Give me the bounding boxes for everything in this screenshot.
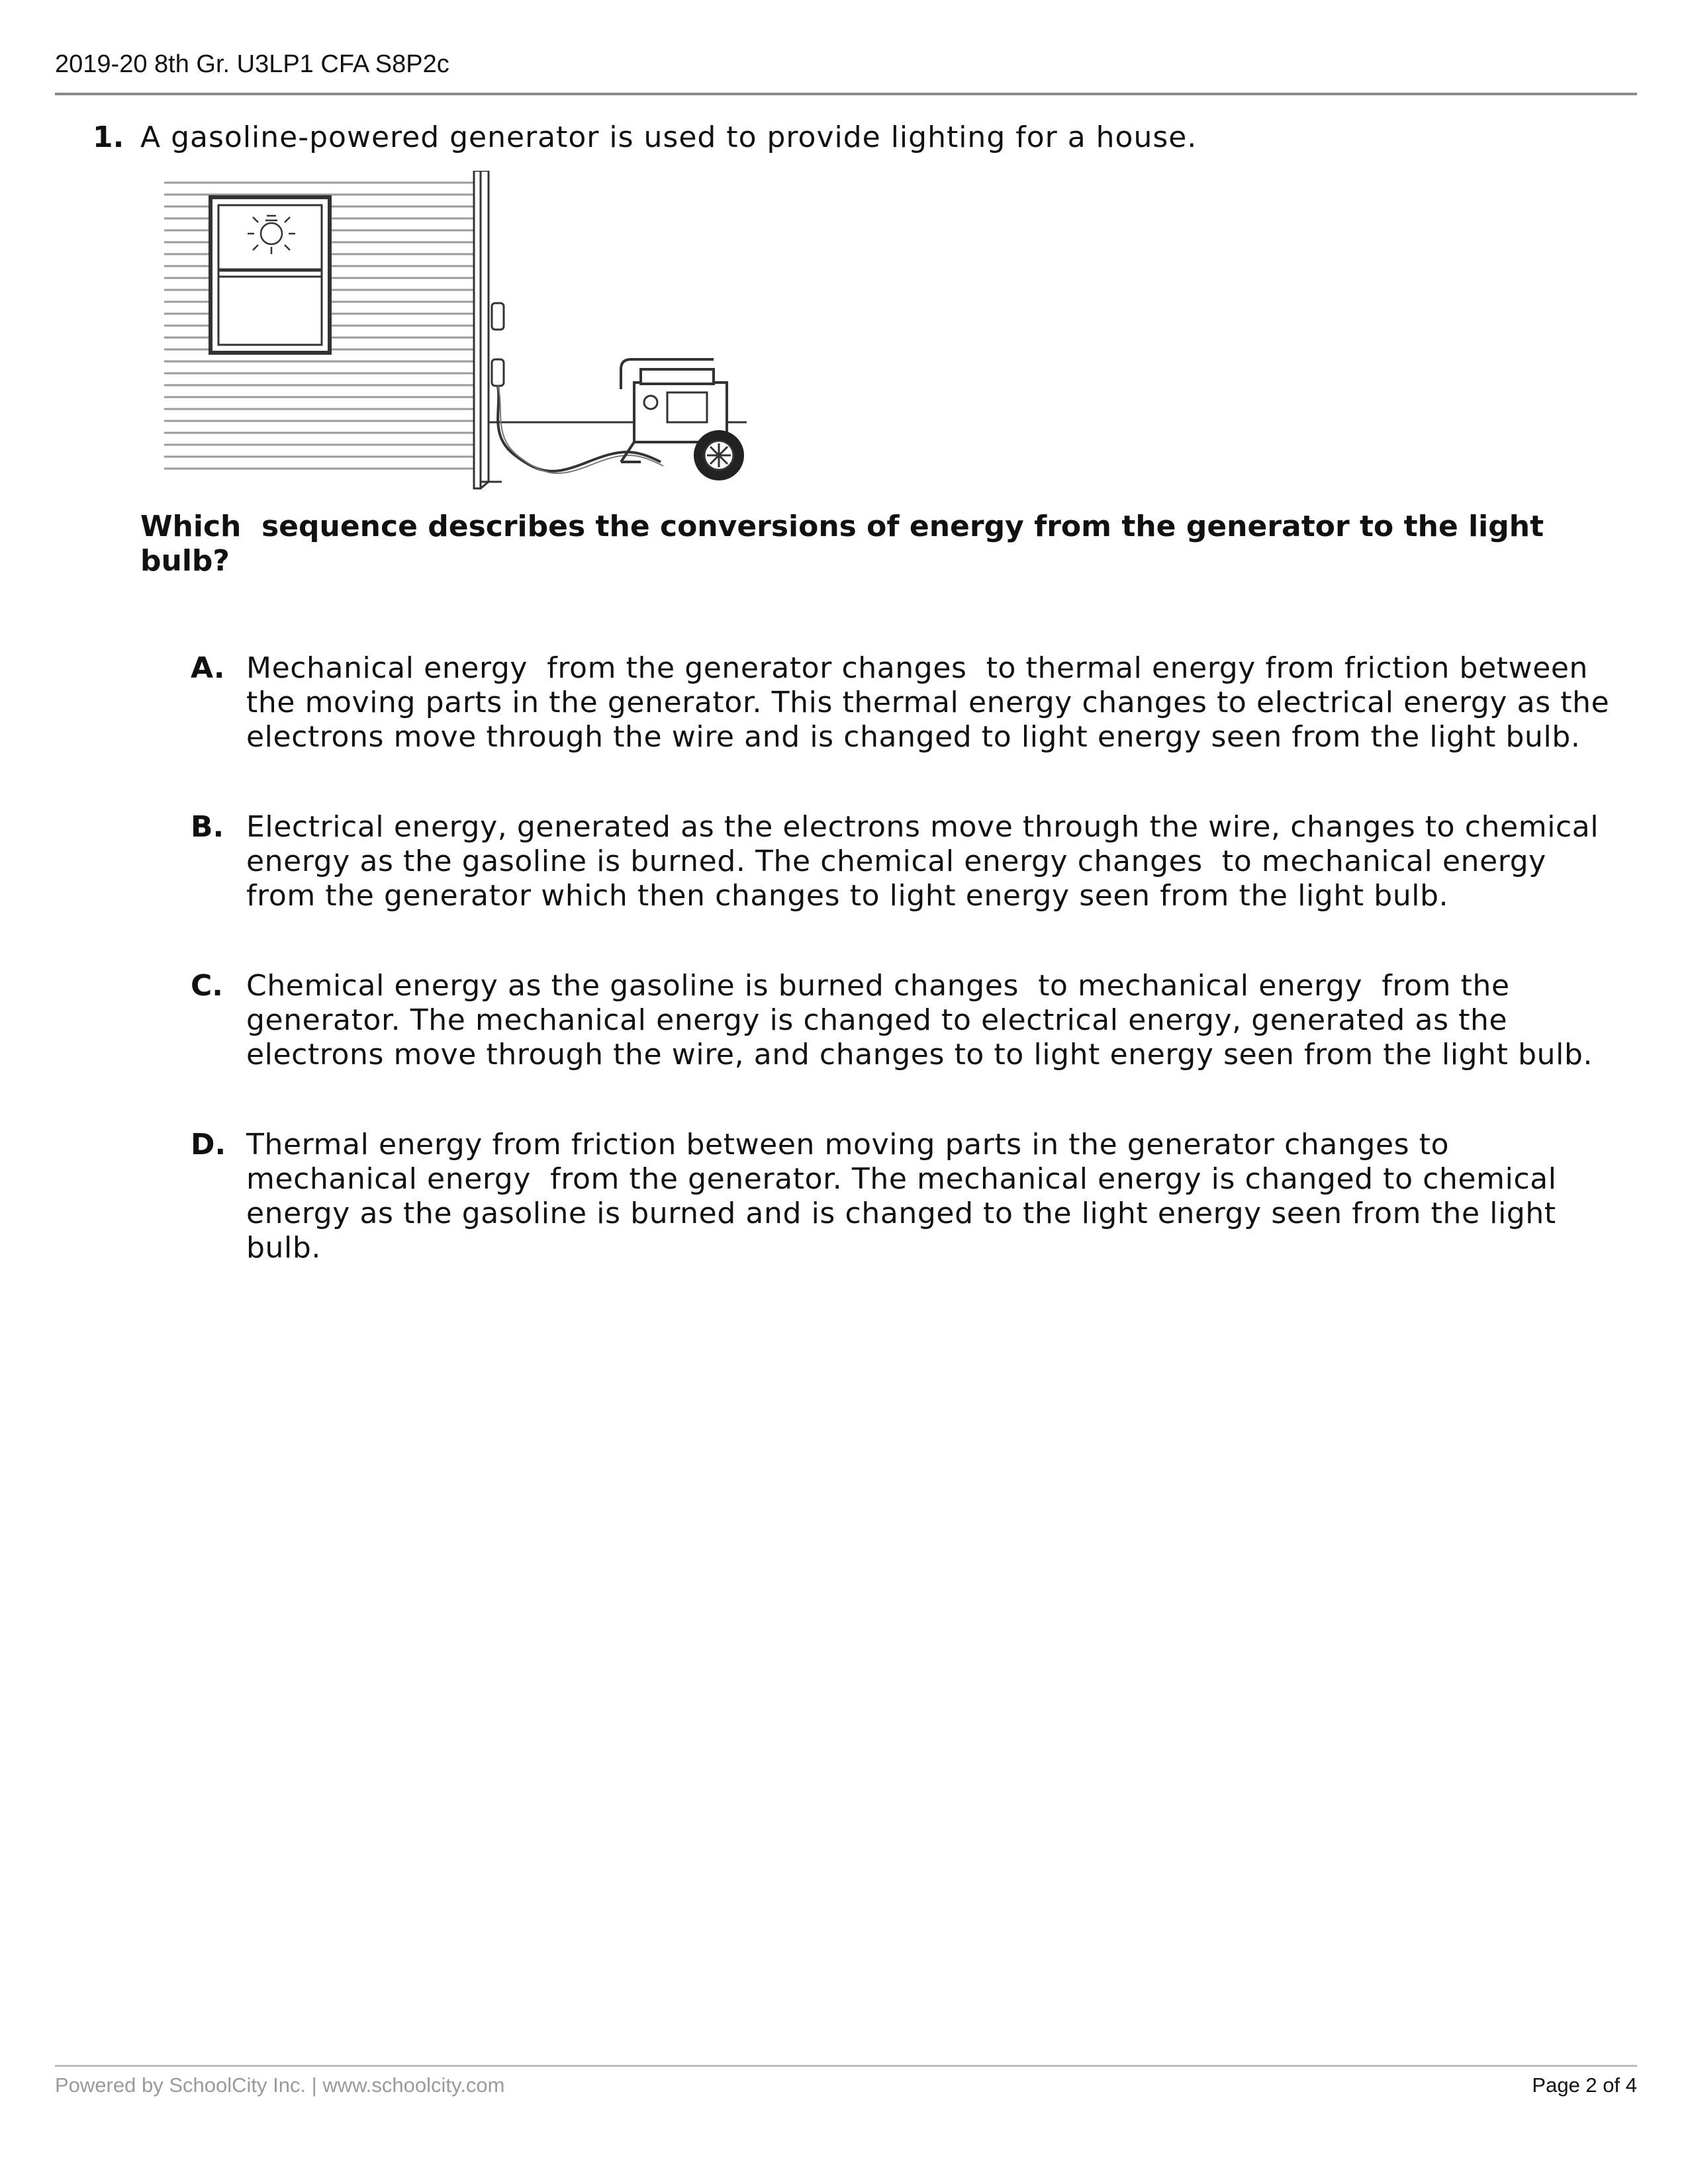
option-a[interactable]: [191, 651, 1627, 754]
option-letter: C.: [191, 969, 224, 1003]
page-number: Page 2 of 4: [1532, 2073, 1637, 2097]
question-prompt: Which sequence describes the conversions of energy from the generator to the light bulb?: [140, 510, 1554, 578]
powered-by-text: Powered by SchoolCity Inc. | www.schoolcity.com: [55, 2073, 505, 2097]
option-letter: B.: [191, 810, 224, 844]
option-text: Chemical energy as the gasoline is burned changes to mechanical energy from the generator. The mechanical energy is changed to electrical energy, generated as the electrons move through the wire, and changes to to light energy seen from the light bulb.: [246, 969, 1593, 1071]
option-letter: A.: [191, 651, 225, 685]
option-text: Thermal energy from friction between moving parts in the generator changes to mechanical energy from the generator. The mechanical energy is changed to chemical energy as the gasoline is burned and is changed to the light energy seen from the light bulb.: [246, 1128, 1567, 1265]
question-number: 1.: [93, 120, 124, 154]
option-c[interactable]: [191, 969, 1627, 1072]
option-b[interactable]: [191, 810, 1627, 913]
option-text: Electrical energy, generated as the electrons move through the wire, changes to chemical energy as the gasoline is burned. The chemical energy changes to mechanical energy from the generator which then changes to light energy seen from the light bulb.: [246, 810, 1609, 913]
answer-options: [191, 651, 1627, 1321]
page-footer: [55, 2065, 1637, 2107]
question-stem: A gasoline-powered generator is used to provide lighting for a house.: [140, 120, 1197, 154]
house-generator-illustration-icon: [158, 171, 767, 495]
option-text: Mechanical energy from the generator changes to thermal energy from friction between the moving parts in the generator. This thermal energy changes to electrical energy as the electrons move through the wire and is changed to light energy seen from the light bulb.: [246, 651, 1619, 754]
option-letter: D.: [191, 1128, 226, 1161]
option-d[interactable]: [191, 1128, 1627, 1265]
document-title: 2019-20 8th Gr. U3LP1 CFA S8P2c: [55, 50, 449, 78]
page-header: [55, 48, 1637, 95]
